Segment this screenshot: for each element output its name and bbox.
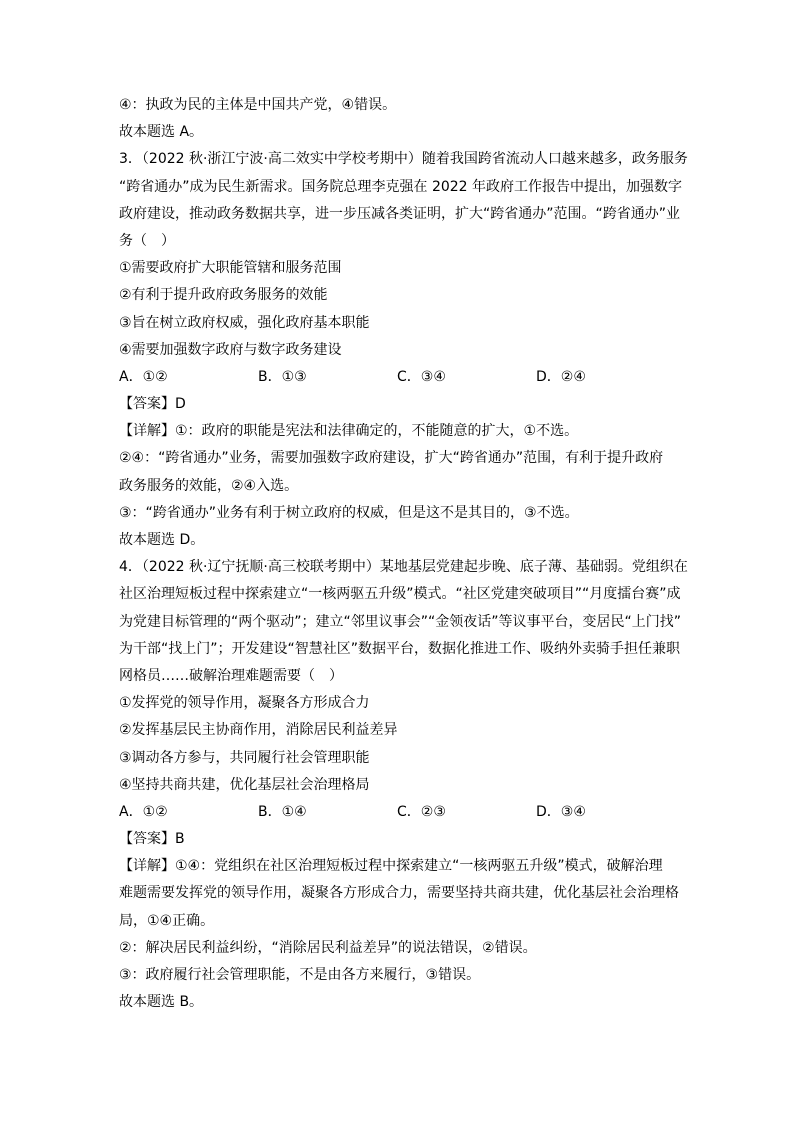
q4-option-c: C．②③ (397, 803, 446, 820)
q3-explain-line: ②④：“跨省通办”业务，需要加强数字政府建设，扩大“跨省通办”范围，有利于提升政府 (119, 450, 664, 467)
q3-option-d: D．②④ (536, 368, 586, 385)
q3-option-a: A．①② (119, 368, 168, 385)
q3-answer: 【答案】D (119, 396, 186, 413)
prev-explain-line: ④：执政为民的主体是中国共产党，④错误。 (119, 97, 397, 113)
q3-stem-line: “跨省通办”成为民生新需求。国务院总理李克强在 2022 年政府工作报告中提出，加强数字 (119, 178, 683, 195)
q4-explain-line: ②：解决居民利益纠纷，“消除居民利益差异”的说法错误，②错误。 (119, 939, 537, 956)
q3-statement: ③旨在树立政府权威，强化政府基本职能 (119, 314, 370, 331)
q4-option-b: B．①④ (258, 803, 307, 820)
prev-conclusion: 故本题选 A。 (119, 124, 204, 141)
q4-statement: ②发挥基层民主协商作用，消除居民利益差异 (119, 722, 398, 739)
q4-stem-line: 社区治理短板过程中探索建立“一核两驱五升级”模式。“社区党建突破项目”“月度擂台赛”成 (119, 586, 681, 603)
q3-statement: ④需要加强数字政府与数字政务建设 (119, 341, 342, 358)
q4-stem-line: 4．（2022 秋·辽宁抚顺·高三校联考期中）某地基层党建起步晚、底子薄、基础弱。党组织在 (119, 559, 688, 576)
q4-stem-line: 网格员……破解治理难题需要（ ） (119, 667, 343, 684)
q3-stem-line: 3．（2022 秋·浙江宁波·高二效实中学校考期中）随着我国跨省流动人口越来越多，政务服务 (119, 151, 688, 168)
q3-explain-line: 【详解】①：政府的职能是宪法和法律确定的，不能随意的扩大，①不选。 (119, 423, 579, 440)
q4-statement: ④坚持共商共建，优化基层社会治理格局 (119, 776, 370, 793)
q4-conclusion: 故本题选 B。 (119, 994, 204, 1011)
q3-conclusion: 故本题选 D。 (119, 532, 205, 548)
question-4 (119, 554, 688, 1016)
q4-explain-line: 【详解】①④：党组织在社区治理短板过程中探索建立“一核两驱五升级”模式，破解治理 (119, 858, 663, 875)
q3-option-b: B．①③ (258, 368, 307, 385)
question-3 (119, 146, 688, 554)
q3-stem-line: 政府建设，推动政务数据共享，进一步压减各类证明，扩大“跨省通办”范围。“跨省通办”业 (119, 205, 681, 222)
q3-stem-line: 务（ ） (119, 232, 175, 249)
q4-options (119, 799, 679, 826)
q3-statement: ①需要政府扩大职能管辖和服务范围 (119, 260, 342, 277)
q4-answer: 【答案】B (119, 831, 185, 848)
q3-explain-line: ③：“跨省通办”业务有利于树立政府的权威，但是这不是其目的，③不选。 (119, 504, 579, 521)
q3-explain-line: 政务服务的效能，②④入选。 (119, 477, 299, 494)
q4-stem-line: 为干部“找上门”；开发建设“智慧社区”数据平台，数据化推进工作、吸纳外卖骑手担任兼职 (119, 640, 681, 657)
q3-options (119, 364, 679, 391)
q4-explain-line: 难题需要发挥党的领导作用，凝聚各方形成合力，需要坚持共商共建，优化基层社会治理格 (119, 885, 679, 902)
q3-option-c: C．③④ (397, 368, 446, 385)
q4-stem-line: 为党建目标管理的“两个驱动”；建立“邻里议事会”“金领夜话”等议事平台，变居民“上门找” (119, 613, 682, 630)
q4-explain-line: 局，①④正确。 (119, 912, 215, 929)
q4-option-a: A．①② (119, 803, 168, 820)
q3-statement: ②有利于提升政府政务服务的效能 (119, 287, 328, 304)
q4-option-d: D．③④ (536, 803, 586, 820)
q4-statement: ①发挥党的领导作用，凝聚各方形成合力 (119, 695, 370, 712)
q4-statement: ③调动各方参与，共同履行社会管理职能 (119, 749, 370, 766)
page-content (119, 92, 688, 1016)
q4-explain-line: ③：政府履行社会管理职能，不是由各方来履行，③错误。 (119, 967, 481, 983)
